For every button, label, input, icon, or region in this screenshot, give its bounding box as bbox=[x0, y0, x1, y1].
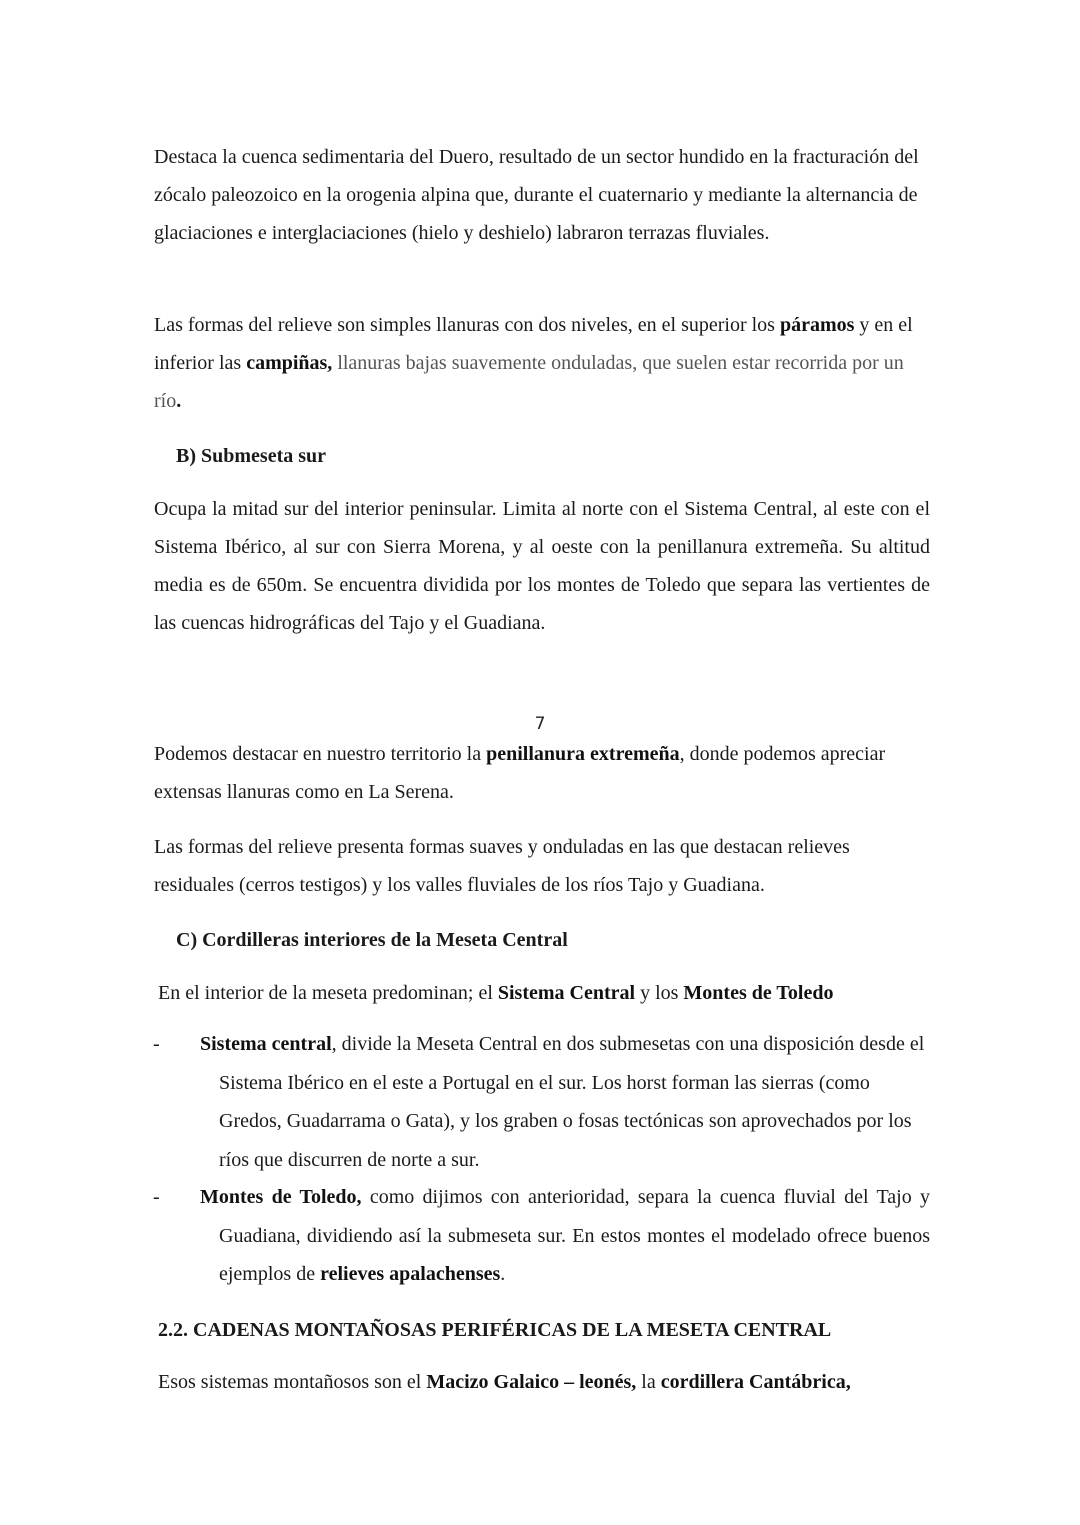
term-penillanura: penillanura extremeña bbox=[486, 743, 680, 765]
list-item-sistema-central: - Sistema central, divide la Meseta Central en dos submesetas con una disposición desde el Sistema Ibérico en el este a Portugal en el sur. Los horst forman las sierras (como Gredos, Guadarrama o Gata), y los graben o fosas tectónicas son aprovechados por los ríos que discurren de norte a sur. bbox=[153, 1033, 925, 1171]
term-paramos: páramos bbox=[779, 314, 855, 336]
heading-cadenas-perifericas: 2.2. CADENAS MONTAÑOSAS PERIFÉRICAS DE LA MESETA CENTRAL bbox=[158, 1319, 832, 1341]
paragraph-sistemas-montanosos: Esos sistemas montañosos son el Macizo Galaico – leonés, la cordillera Cantábrica, bbox=[158, 1371, 851, 1393]
paragraph-relieve-formas: Las formas del relieve son simples llanuras con dos niveles, en el superior los páramos y en el inferior las campiñas, llanuras bajas suavemente onduladas, que suelen estar recorrida por un río. bbox=[154, 314, 913, 412]
list-item-montes-toledo: - Montes de Toledo, como dijimos con anterioridad, separa la cuenca fluvial del Tajo y Guadiana, dividiendo así la submeseta sur. En estos montes el modelado ofrece buenos ejemplos de relieves apalachenses. bbox=[153, 1186, 930, 1285]
heading-submeseta-sur: B) Submeseta sur bbox=[176, 445, 327, 467]
paragraph-interior-meseta: En el interior de la meseta predominan; el Sistema Central y los Montes de Toledo bbox=[158, 982, 834, 1004]
page-number: 7 bbox=[534, 714, 546, 734]
paragraph-penillanura: Podemos destacar en nuestro territorio la penillanura extremeña, donde podemos apreciar extensas llanuras como en La Serena. bbox=[154, 743, 886, 803]
paragraph-relieve-suave: Las formas del relieve presenta formas suaves y onduladas en las que destacan relieves residuales (cerros testigos) y los valles fluviales de los ríos Tajo y Guadiana. bbox=[154, 836, 850, 896]
heading-cordilleras-interiores: C) Cordilleras interiores de la Meseta Central bbox=[176, 929, 568, 951]
paragraph-submeseta-sur: Ocupa la mitad sur del interior peninsular. Limita al norte con el Sistema Central, al este con el Sistema Ibérico, al sur con Sierra Morena, y al oeste con la penillanura extremeña. Su altitud media es de 650m. Se encuentra dividida por los montes de Toledo que separa las vertientes de las cuencas hidrográficas del Tajo y el Guadiana. bbox=[154, 498, 930, 634]
paragraph-duero: Destaca la cuenca sedimentaria del Duero, resultado de un sector hundido en la fracturación del zócalo paleozoico en la orogenia alpina que, durante el cuaternario y mediante la alternancia de glaciaciones e interglaciaciones (hielo y deshielo) labraron terrazas fluviales. bbox=[154, 146, 919, 244]
term-campinas: campiñas, bbox=[246, 352, 333, 374]
